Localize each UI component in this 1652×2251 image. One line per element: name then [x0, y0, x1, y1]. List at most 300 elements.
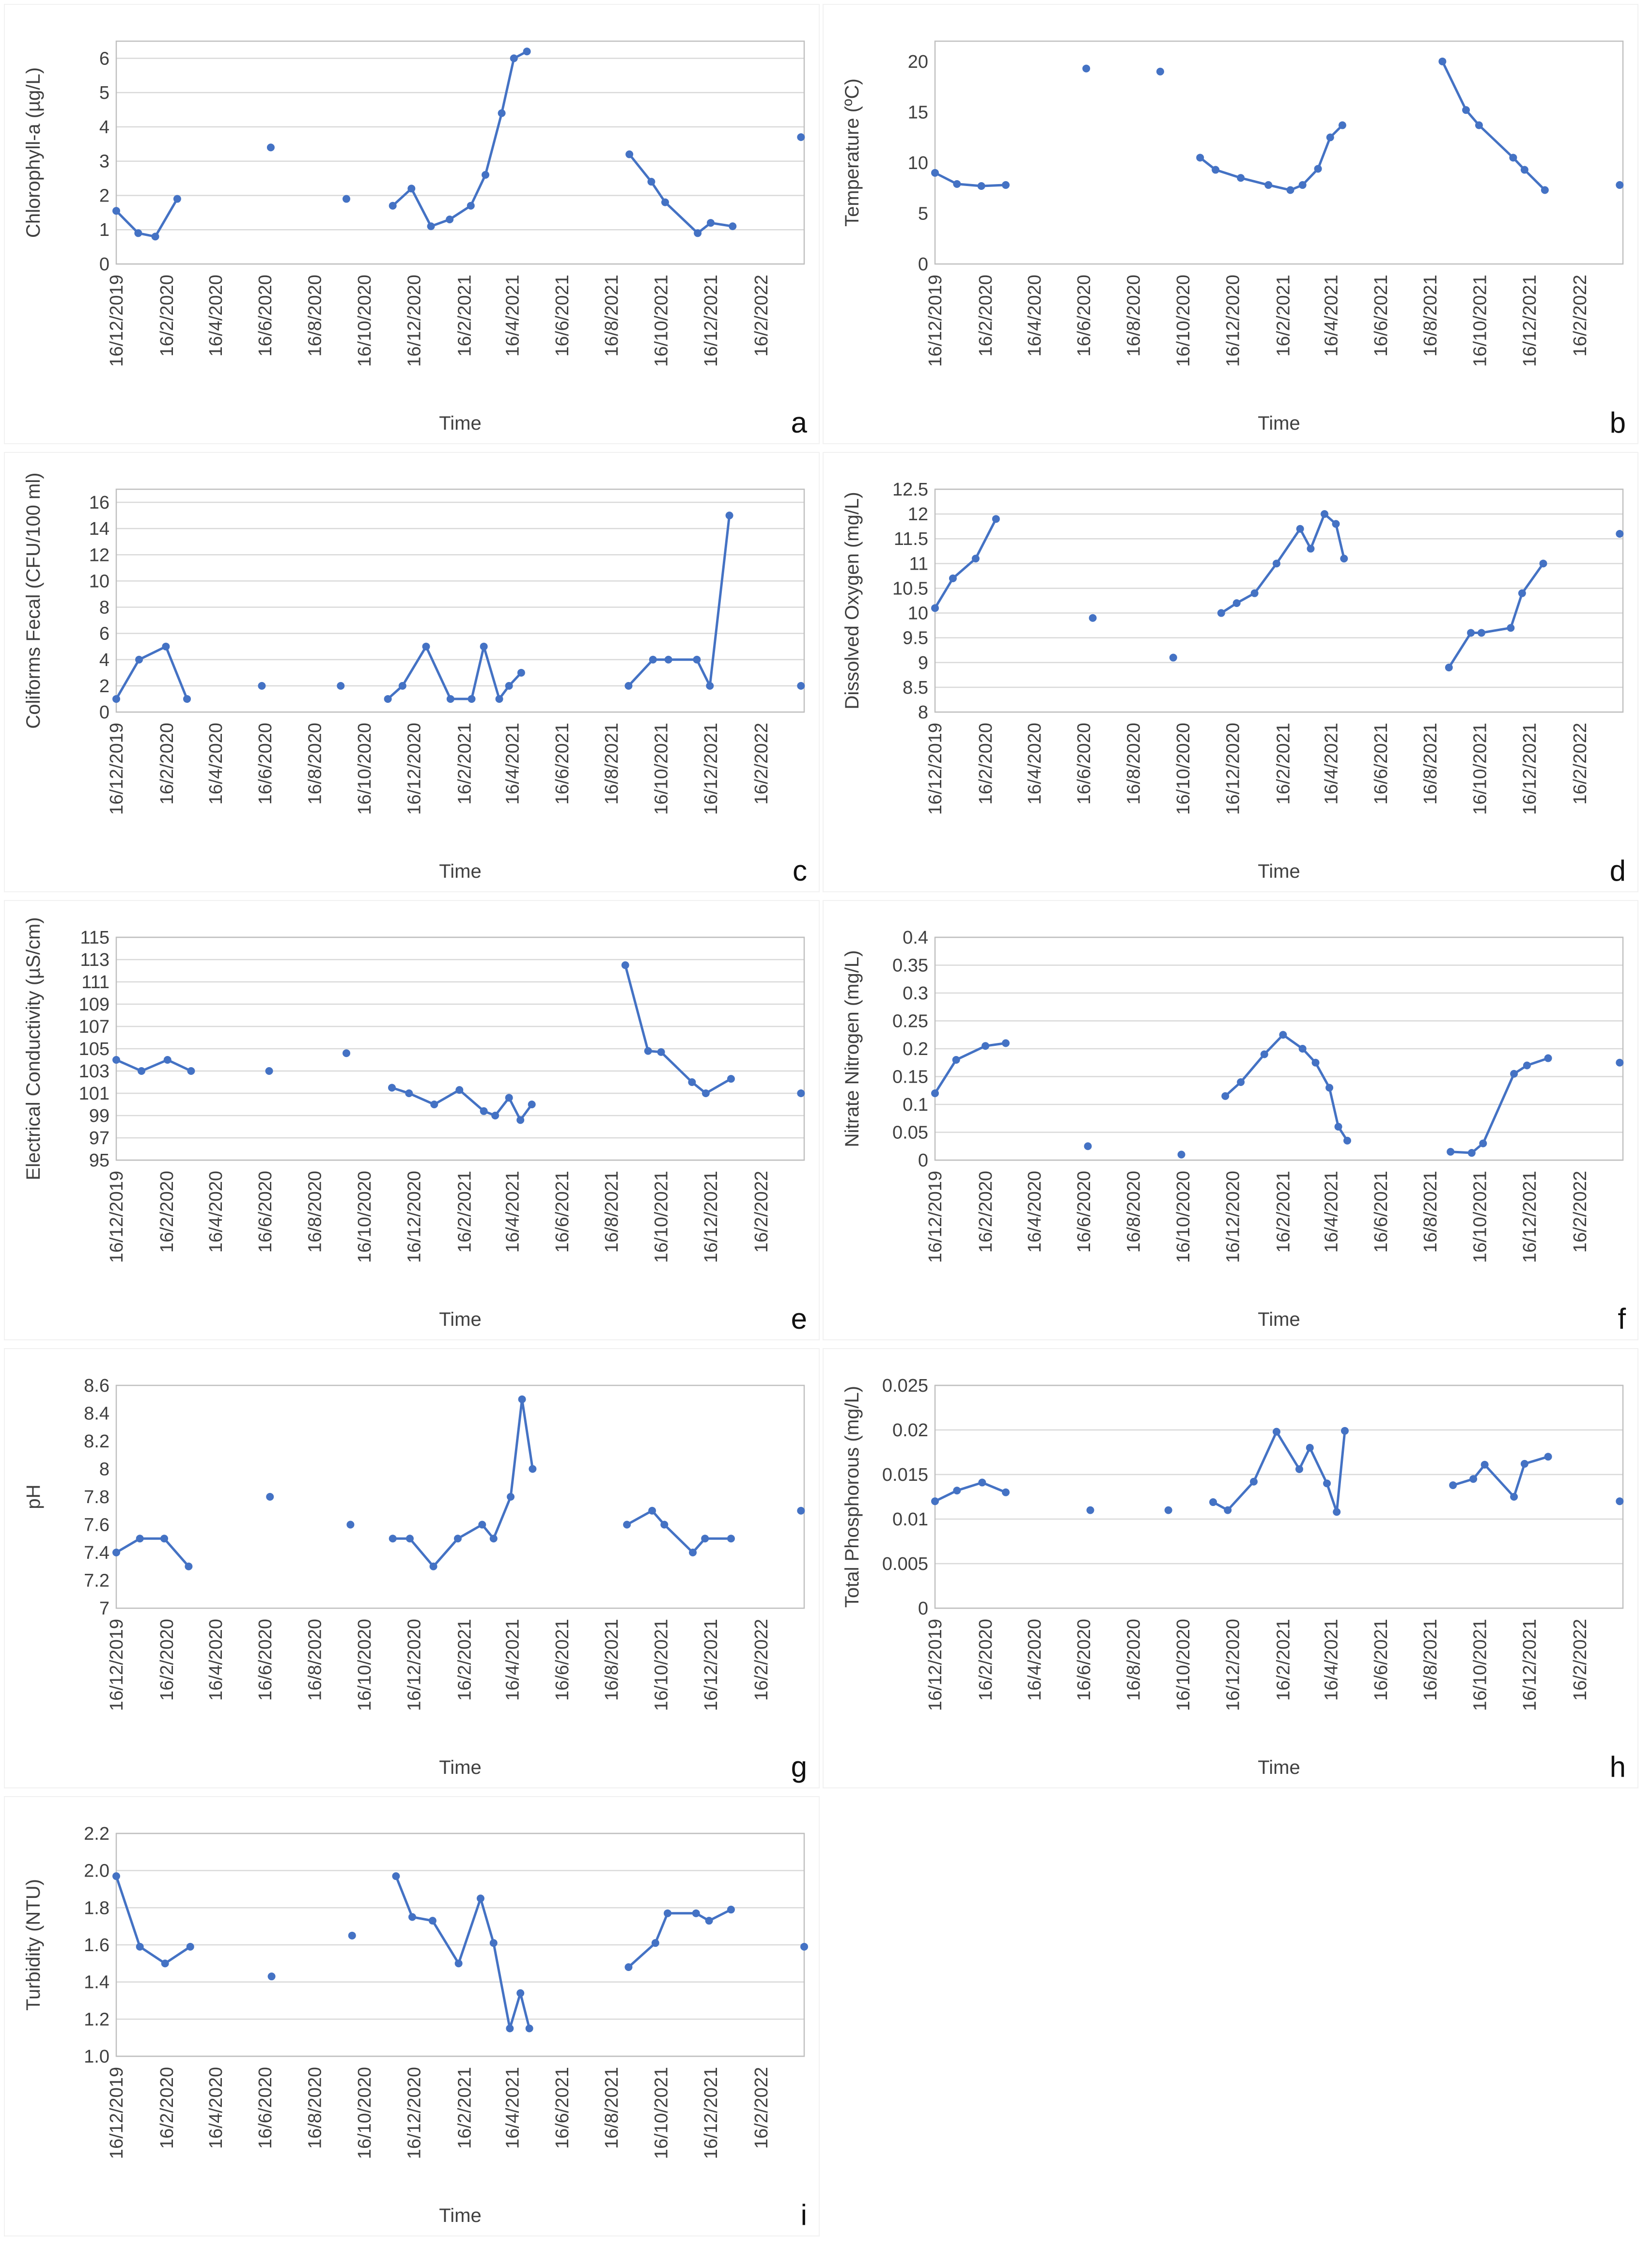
series-line-segment — [393, 51, 527, 226]
data-point — [183, 695, 191, 703]
y-tick-label: 1.0 — [84, 2047, 109, 2067]
y-tick-label: 2 — [99, 186, 109, 206]
data-point — [1479, 1140, 1487, 1148]
x-tick-label: 16/2/2022 — [751, 1171, 772, 1253]
panel-letter: e — [791, 1303, 807, 1335]
x-tick-label: 16/8/2021 — [602, 1619, 623, 1701]
panel-letter: a — [791, 406, 807, 439]
x-tick-label: 16/12/2019 — [925, 1171, 946, 1263]
data-point — [1261, 1051, 1268, 1058]
data-point — [797, 1507, 805, 1515]
series-line-segment — [116, 1876, 190, 1963]
x-tick-label: 16/6/2020 — [255, 2067, 276, 2149]
data-point — [384, 695, 392, 703]
x-tick-label: 16/4/2020 — [205, 2067, 226, 2149]
x-tick-label: 16/2/2021 — [1273, 275, 1294, 357]
data-point — [707, 219, 715, 227]
plot-area-frame — [116, 489, 804, 712]
y-tick-label: 111 — [81, 972, 109, 993]
y-tick-label: 0.015 — [882, 1465, 928, 1485]
x-tick-label: 16/6/2021 — [1371, 275, 1391, 357]
data-point — [112, 207, 120, 215]
x-tick-label: 16/6/2020 — [255, 1171, 276, 1253]
y-tick-label: 0.005 — [882, 1554, 928, 1574]
series-line-segment — [1453, 1457, 1548, 1497]
data-point — [623, 1521, 631, 1529]
data-point — [490, 1535, 498, 1542]
chart-svg — [824, 5, 1637, 443]
x-tick-label: 16/6/2021 — [552, 2067, 573, 2149]
y-tick-label: 10 — [89, 571, 109, 592]
y-axis-title: Temperature (ºC) — [842, 78, 863, 227]
data-point — [1518, 590, 1526, 597]
data-point — [1333, 1508, 1340, 1516]
x-tick-label: 16/12/2019 — [925, 275, 946, 367]
x-tick-label: 16/12/2021 — [701, 1171, 721, 1263]
data-point — [1544, 1453, 1552, 1460]
data-point — [408, 1913, 416, 1921]
panel-letter: b — [1609, 406, 1626, 439]
data-point — [1312, 1059, 1320, 1067]
x-tick-label: 16/4/2020 — [205, 723, 226, 805]
data-point — [490, 1939, 498, 1947]
data-point — [931, 1497, 939, 1505]
y-tick-label: 95 — [89, 1150, 109, 1171]
data-point — [389, 202, 397, 210]
y-axis-title: Dissolved Oxygen (mg/L) — [842, 492, 863, 710]
y-tick-label: 20 — [907, 51, 928, 72]
y-tick-label: 0.05 — [892, 1122, 928, 1143]
data-point — [346, 1521, 354, 1529]
chart-panel-b — [824, 5, 1637, 443]
x-tick-label: 16/12/2020 — [1223, 1619, 1244, 1711]
x-tick-label: 16/2/2020 — [976, 1619, 997, 1701]
data-point — [136, 1535, 144, 1542]
series-line-segment — [935, 1043, 1006, 1094]
data-point — [1296, 525, 1304, 533]
panel-letter: c — [793, 854, 807, 887]
data-point — [1169, 654, 1177, 662]
data-point — [647, 178, 655, 186]
x-tick-label: 16/2/2020 — [976, 1171, 997, 1253]
data-point — [454, 1535, 462, 1542]
data-point — [1343, 1137, 1351, 1145]
x-tick-label: 16/12/2021 — [701, 275, 721, 367]
data-point — [1445, 664, 1453, 671]
x-tick-label: 16/8/2020 — [1123, 1619, 1144, 1701]
y-tick-label: 7.8 — [84, 1487, 109, 1507]
x-tick-label: 16/6/2021 — [552, 1619, 573, 1701]
data-point — [1237, 1078, 1245, 1086]
data-point — [447, 695, 454, 703]
data-point — [1467, 629, 1475, 636]
x-tick-label: 16/8/2021 — [1420, 275, 1441, 357]
data-point — [455, 1086, 463, 1094]
x-tick-label: 16/8/2020 — [1123, 1171, 1144, 1253]
data-point — [505, 1094, 513, 1102]
x-tick-label: 16/2/2022 — [751, 723, 772, 805]
y-tick-label: 5 — [918, 203, 928, 224]
x-axis-title: Time — [1258, 1309, 1300, 1330]
data-point — [112, 1872, 120, 1880]
data-point — [1544, 1055, 1552, 1062]
data-point — [1264, 181, 1272, 189]
y-tick-label: 8 — [99, 1459, 109, 1480]
y-axis-title: Total Phosphorous (mg/L) — [842, 1385, 863, 1608]
x-tick-label: 16/10/2020 — [354, 2067, 375, 2159]
data-point — [649, 656, 657, 664]
y-axis-title: Nitrate Nitrogen (mg/L) — [842, 950, 863, 1148]
y-tick-label: 9 — [918, 652, 928, 673]
data-point — [185, 1563, 192, 1570]
data-point — [1325, 1084, 1333, 1092]
y-axis-title: Turbidity (NTU) — [23, 1879, 44, 2011]
x-tick-label: 16/2/2022 — [1570, 1171, 1591, 1253]
data-point — [1212, 166, 1219, 174]
x-tick-label: 16/10/2021 — [1470, 723, 1491, 815]
data-point — [1481, 1461, 1489, 1469]
y-tick-label: 105 — [78, 1039, 109, 1059]
x-tick-label: 16/2/2022 — [1570, 1619, 1591, 1701]
data-point — [160, 1535, 168, 1542]
x-tick-label: 16/4/2020 — [205, 1619, 226, 1701]
data-point — [1616, 1059, 1623, 1067]
x-tick-label: 16/10/2020 — [354, 1619, 375, 1711]
data-point — [430, 1101, 438, 1108]
series-line-segment — [393, 1399, 533, 1567]
data-point — [705, 1917, 713, 1925]
x-tick-label: 16/12/2020 — [404, 1619, 425, 1711]
x-tick-label: 16/10/2020 — [354, 1171, 375, 1263]
data-point — [688, 1078, 696, 1086]
data-point — [1323, 1479, 1331, 1487]
x-tick-label: 16/4/2020 — [205, 275, 226, 357]
chart-panel-f — [824, 901, 1637, 1339]
y-tick-label: 2 — [99, 676, 109, 697]
y-tick-label: 0.025 — [882, 1376, 928, 1396]
x-tick-label: 16/2/2020 — [157, 2067, 178, 2149]
data-point — [518, 1396, 526, 1403]
data-point — [430, 1563, 437, 1570]
data-point — [624, 682, 632, 690]
x-tick-label: 16/12/2021 — [1519, 1619, 1540, 1711]
data-point — [1002, 1040, 1010, 1047]
data-point — [1196, 154, 1204, 161]
y-tick-label: 0.25 — [892, 1011, 928, 1032]
y-tick-label: 14 — [89, 519, 109, 540]
x-tick-label: 16/10/2021 — [1470, 1619, 1491, 1711]
data-point — [478, 1521, 486, 1529]
x-tick-label: 16/8/2021 — [602, 1171, 623, 1253]
data-point — [337, 682, 344, 690]
data-point — [510, 54, 518, 62]
y-tick-label: 12 — [907, 504, 928, 525]
data-point — [727, 1906, 735, 1913]
data-point — [134, 229, 142, 237]
data-point — [265, 1067, 273, 1075]
y-tick-label: 10 — [907, 603, 928, 624]
data-point — [664, 1909, 671, 1917]
data-point — [1087, 1506, 1094, 1514]
y-tick-label: 10 — [907, 153, 928, 173]
data-point — [1273, 1428, 1280, 1436]
data-point — [407, 185, 415, 192]
series-line-segment — [116, 1060, 191, 1071]
x-tick-label: 16/10/2021 — [1470, 1171, 1491, 1263]
y-axis-title: Electrical Conductivity (µS/cm) — [23, 917, 44, 1180]
data-point — [1314, 165, 1322, 172]
plot-area-frame — [116, 1385, 804, 1608]
x-tick-label: 16/12/2020 — [1223, 1171, 1244, 1263]
y-tick-label: 0 — [99, 702, 109, 723]
x-tick-label: 16/12/2019 — [107, 723, 127, 815]
x-tick-label: 16/2/2020 — [976, 723, 997, 805]
y-tick-label: 0.02 — [892, 1420, 928, 1441]
data-point — [1237, 174, 1245, 182]
data-point — [187, 1067, 195, 1075]
data-point — [1541, 186, 1549, 194]
data-point — [978, 1479, 986, 1487]
x-tick-label: 16/2/2022 — [1570, 723, 1591, 805]
y-tick-label: 0.4 — [903, 928, 928, 948]
data-point — [388, 1084, 396, 1092]
y-tick-label: 0 — [918, 254, 928, 275]
data-point — [953, 180, 961, 188]
data-point — [661, 199, 669, 206]
y-tick-label: 11 — [909, 554, 928, 574]
y-tick-label: 6 — [99, 623, 109, 644]
data-point — [112, 1056, 120, 1064]
data-point — [1089, 614, 1097, 622]
data-point — [517, 669, 525, 677]
x-tick-label: 16/6/2021 — [552, 275, 573, 357]
data-point — [161, 1959, 169, 1967]
x-tick-label: 16/10/2021 — [651, 275, 672, 367]
series-line-segment — [396, 1876, 529, 2028]
x-tick-label: 16/12/2019 — [925, 723, 946, 815]
series-line-segment — [935, 173, 1006, 186]
x-tick-label: 16/8/2020 — [305, 723, 326, 805]
x-tick-label: 16/2/2021 — [1273, 1619, 1294, 1701]
data-point — [162, 643, 170, 651]
data-point — [694, 229, 701, 237]
data-point — [952, 1056, 960, 1064]
y-tick-label: 4 — [99, 650, 109, 670]
y-tick-label: 99 — [89, 1106, 109, 1126]
x-tick-label: 16/2/2020 — [157, 1171, 178, 1253]
series-line-segment — [625, 965, 731, 1094]
x-tick-label: 16/2/2021 — [454, 275, 475, 357]
x-axis-title: Time — [439, 1757, 482, 1778]
data-point — [652, 1939, 659, 1947]
data-point — [491, 1112, 499, 1119]
data-point — [1335, 1123, 1342, 1131]
x-tick-label: 16/8/2020 — [1123, 275, 1144, 357]
x-tick-label: 16/6/2021 — [1371, 1171, 1391, 1253]
data-point — [455, 1959, 463, 1967]
data-point — [1616, 181, 1623, 189]
data-point — [405, 1089, 413, 1097]
data-point — [429, 1917, 436, 1925]
x-tick-label: 16/12/2021 — [1519, 723, 1540, 815]
y-tick-label: 7 — [99, 1599, 109, 1619]
panel-letter: i — [800, 2199, 807, 2231]
y-tick-label: 0.3 — [903, 983, 928, 1004]
data-point — [1521, 1460, 1528, 1468]
data-point — [1217, 609, 1225, 617]
y-tick-label: 5 — [99, 83, 109, 104]
x-tick-label: 16/4/2021 — [502, 275, 523, 357]
x-tick-label: 16/8/2020 — [305, 1619, 326, 1701]
data-point — [949, 574, 957, 582]
x-tick-label: 16/4/2021 — [1321, 1619, 1342, 1701]
x-tick-label: 16/4/2020 — [205, 1171, 226, 1253]
data-point — [727, 1535, 735, 1542]
data-point — [406, 1535, 414, 1542]
data-point — [480, 1107, 488, 1115]
x-tick-label: 16/8/2020 — [305, 1171, 326, 1253]
x-tick-label: 16/10/2020 — [1173, 275, 1194, 367]
x-tick-label: 16/8/2020 — [1123, 723, 1144, 805]
y-tick-label: 1.2 — [84, 2009, 109, 2030]
x-tick-label: 16/6/2021 — [1371, 1619, 1391, 1701]
data-point — [268, 1972, 276, 1980]
x-tick-label: 16/2/2021 — [454, 1171, 475, 1253]
chart-panel-e — [5, 901, 819, 1339]
y-tick-label: 8 — [918, 702, 928, 723]
y-tick-label: 7.6 — [84, 1515, 109, 1536]
data-point — [136, 1943, 144, 1951]
y-tick-label: 103 — [78, 1061, 109, 1082]
x-tick-label: 16/12/2020 — [404, 1171, 425, 1263]
data-point — [399, 682, 406, 690]
x-tick-label: 16/12/2021 — [701, 723, 721, 815]
y-tick-label: 0 — [99, 254, 109, 275]
x-tick-label: 16/12/2021 — [701, 2067, 721, 2159]
x-axis-title: Time — [439, 1309, 482, 1330]
data-point — [343, 1049, 350, 1057]
x-tick-label: 16/4/2020 — [1024, 1171, 1045, 1253]
y-tick-label: 113 — [80, 950, 109, 970]
data-point — [480, 643, 488, 651]
series-line-segment — [116, 647, 187, 699]
data-point — [1321, 510, 1328, 518]
data-point — [392, 1872, 400, 1880]
x-tick-label: 16/2/2020 — [157, 275, 178, 357]
data-point — [468, 695, 475, 703]
data-point — [1332, 520, 1340, 528]
plot-area-frame — [935, 1385, 1623, 1608]
data-point — [625, 151, 633, 158]
x-tick-label: 16/2/2020 — [976, 275, 997, 357]
x-axis-title: Time — [1258, 861, 1300, 882]
y-tick-label: 1 — [99, 220, 109, 241]
x-tick-label: 16/8/2021 — [602, 275, 623, 357]
data-point — [1178, 1151, 1185, 1159]
x-axis-title: Time — [1258, 413, 1300, 434]
data-point — [1273, 559, 1280, 567]
y-tick-label: 115 — [80, 928, 109, 948]
x-axis-title: Time — [439, 861, 482, 882]
series-line-segment — [935, 1483, 1006, 1502]
x-tick-label: 16/12/2019 — [925, 1619, 946, 1711]
x-tick-label: 16/2/2021 — [454, 723, 475, 805]
x-tick-label: 16/12/2021 — [1519, 1171, 1540, 1263]
data-point — [152, 233, 159, 240]
y-tick-label: 0.35 — [892, 955, 928, 976]
data-point — [258, 682, 265, 690]
data-point — [1250, 1478, 1258, 1486]
chart-svg — [5, 1349, 819, 1787]
data-point — [1462, 106, 1470, 114]
x-tick-label: 16/10/2021 — [651, 2067, 672, 2159]
x-tick-label: 16/2/2022 — [751, 275, 772, 357]
data-point — [1295, 1465, 1303, 1473]
data-point — [467, 202, 475, 210]
data-point — [644, 1047, 652, 1055]
x-tick-label: 16/12/2020 — [404, 723, 425, 815]
y-tick-label: 8.5 — [903, 677, 928, 698]
y-tick-label: 7.4 — [84, 1543, 109, 1563]
x-tick-label: 16/2/2021 — [454, 2067, 475, 2149]
data-point — [1339, 122, 1346, 129]
x-tick-label: 16/6/2020 — [1074, 1171, 1095, 1253]
data-point — [693, 656, 701, 664]
x-tick-label: 16/4/2021 — [1321, 723, 1342, 805]
x-tick-label: 16/8/2021 — [602, 723, 623, 805]
data-point — [978, 182, 985, 190]
data-point — [1326, 134, 1334, 141]
data-point — [1221, 1092, 1229, 1100]
data-point — [112, 695, 120, 703]
data-point — [112, 1549, 120, 1556]
chart-svg — [5, 453, 819, 891]
data-point — [953, 1487, 961, 1494]
y-tick-label: 16 — [89, 493, 109, 513]
data-point — [1510, 1070, 1518, 1078]
data-point — [1002, 1489, 1010, 1496]
data-point — [505, 682, 513, 690]
x-tick-label: 16/10/2021 — [651, 1171, 672, 1263]
data-point — [706, 682, 714, 690]
y-tick-label: 10.5 — [892, 578, 928, 599]
y-axis-title: pH — [23, 1484, 44, 1509]
data-point — [496, 695, 503, 703]
data-point — [726, 512, 733, 519]
y-axis-title: Coliforms Fecal (CFU/100 ml) — [23, 472, 44, 729]
y-tick-label: 4 — [99, 117, 109, 138]
data-point — [1224, 1506, 1231, 1514]
y-tick-label: 8.6 — [84, 1376, 109, 1396]
data-point — [528, 1101, 536, 1108]
data-point — [1510, 1493, 1518, 1501]
data-point — [1251, 590, 1259, 597]
y-tick-label: 6 — [99, 48, 109, 69]
x-tick-label: 16/8/2021 — [1420, 1619, 1441, 1701]
data-point — [1523, 1062, 1531, 1070]
data-point — [1299, 1045, 1307, 1053]
x-tick-label: 16/4/2021 — [502, 2067, 523, 2149]
data-point — [187, 1943, 194, 1951]
panel-letter: f — [1618, 1303, 1626, 1335]
x-tick-label: 16/12/2020 — [404, 274, 425, 367]
x-tick-label: 16/10/2020 — [354, 723, 375, 815]
x-tick-label: 16/2/2022 — [751, 2067, 772, 2149]
x-tick-label: 16/12/2020 — [1223, 723, 1244, 815]
panel-letter: g — [791, 1751, 807, 1783]
y-tick-label: 2.0 — [84, 1861, 109, 1881]
data-point — [526, 2025, 533, 2033]
